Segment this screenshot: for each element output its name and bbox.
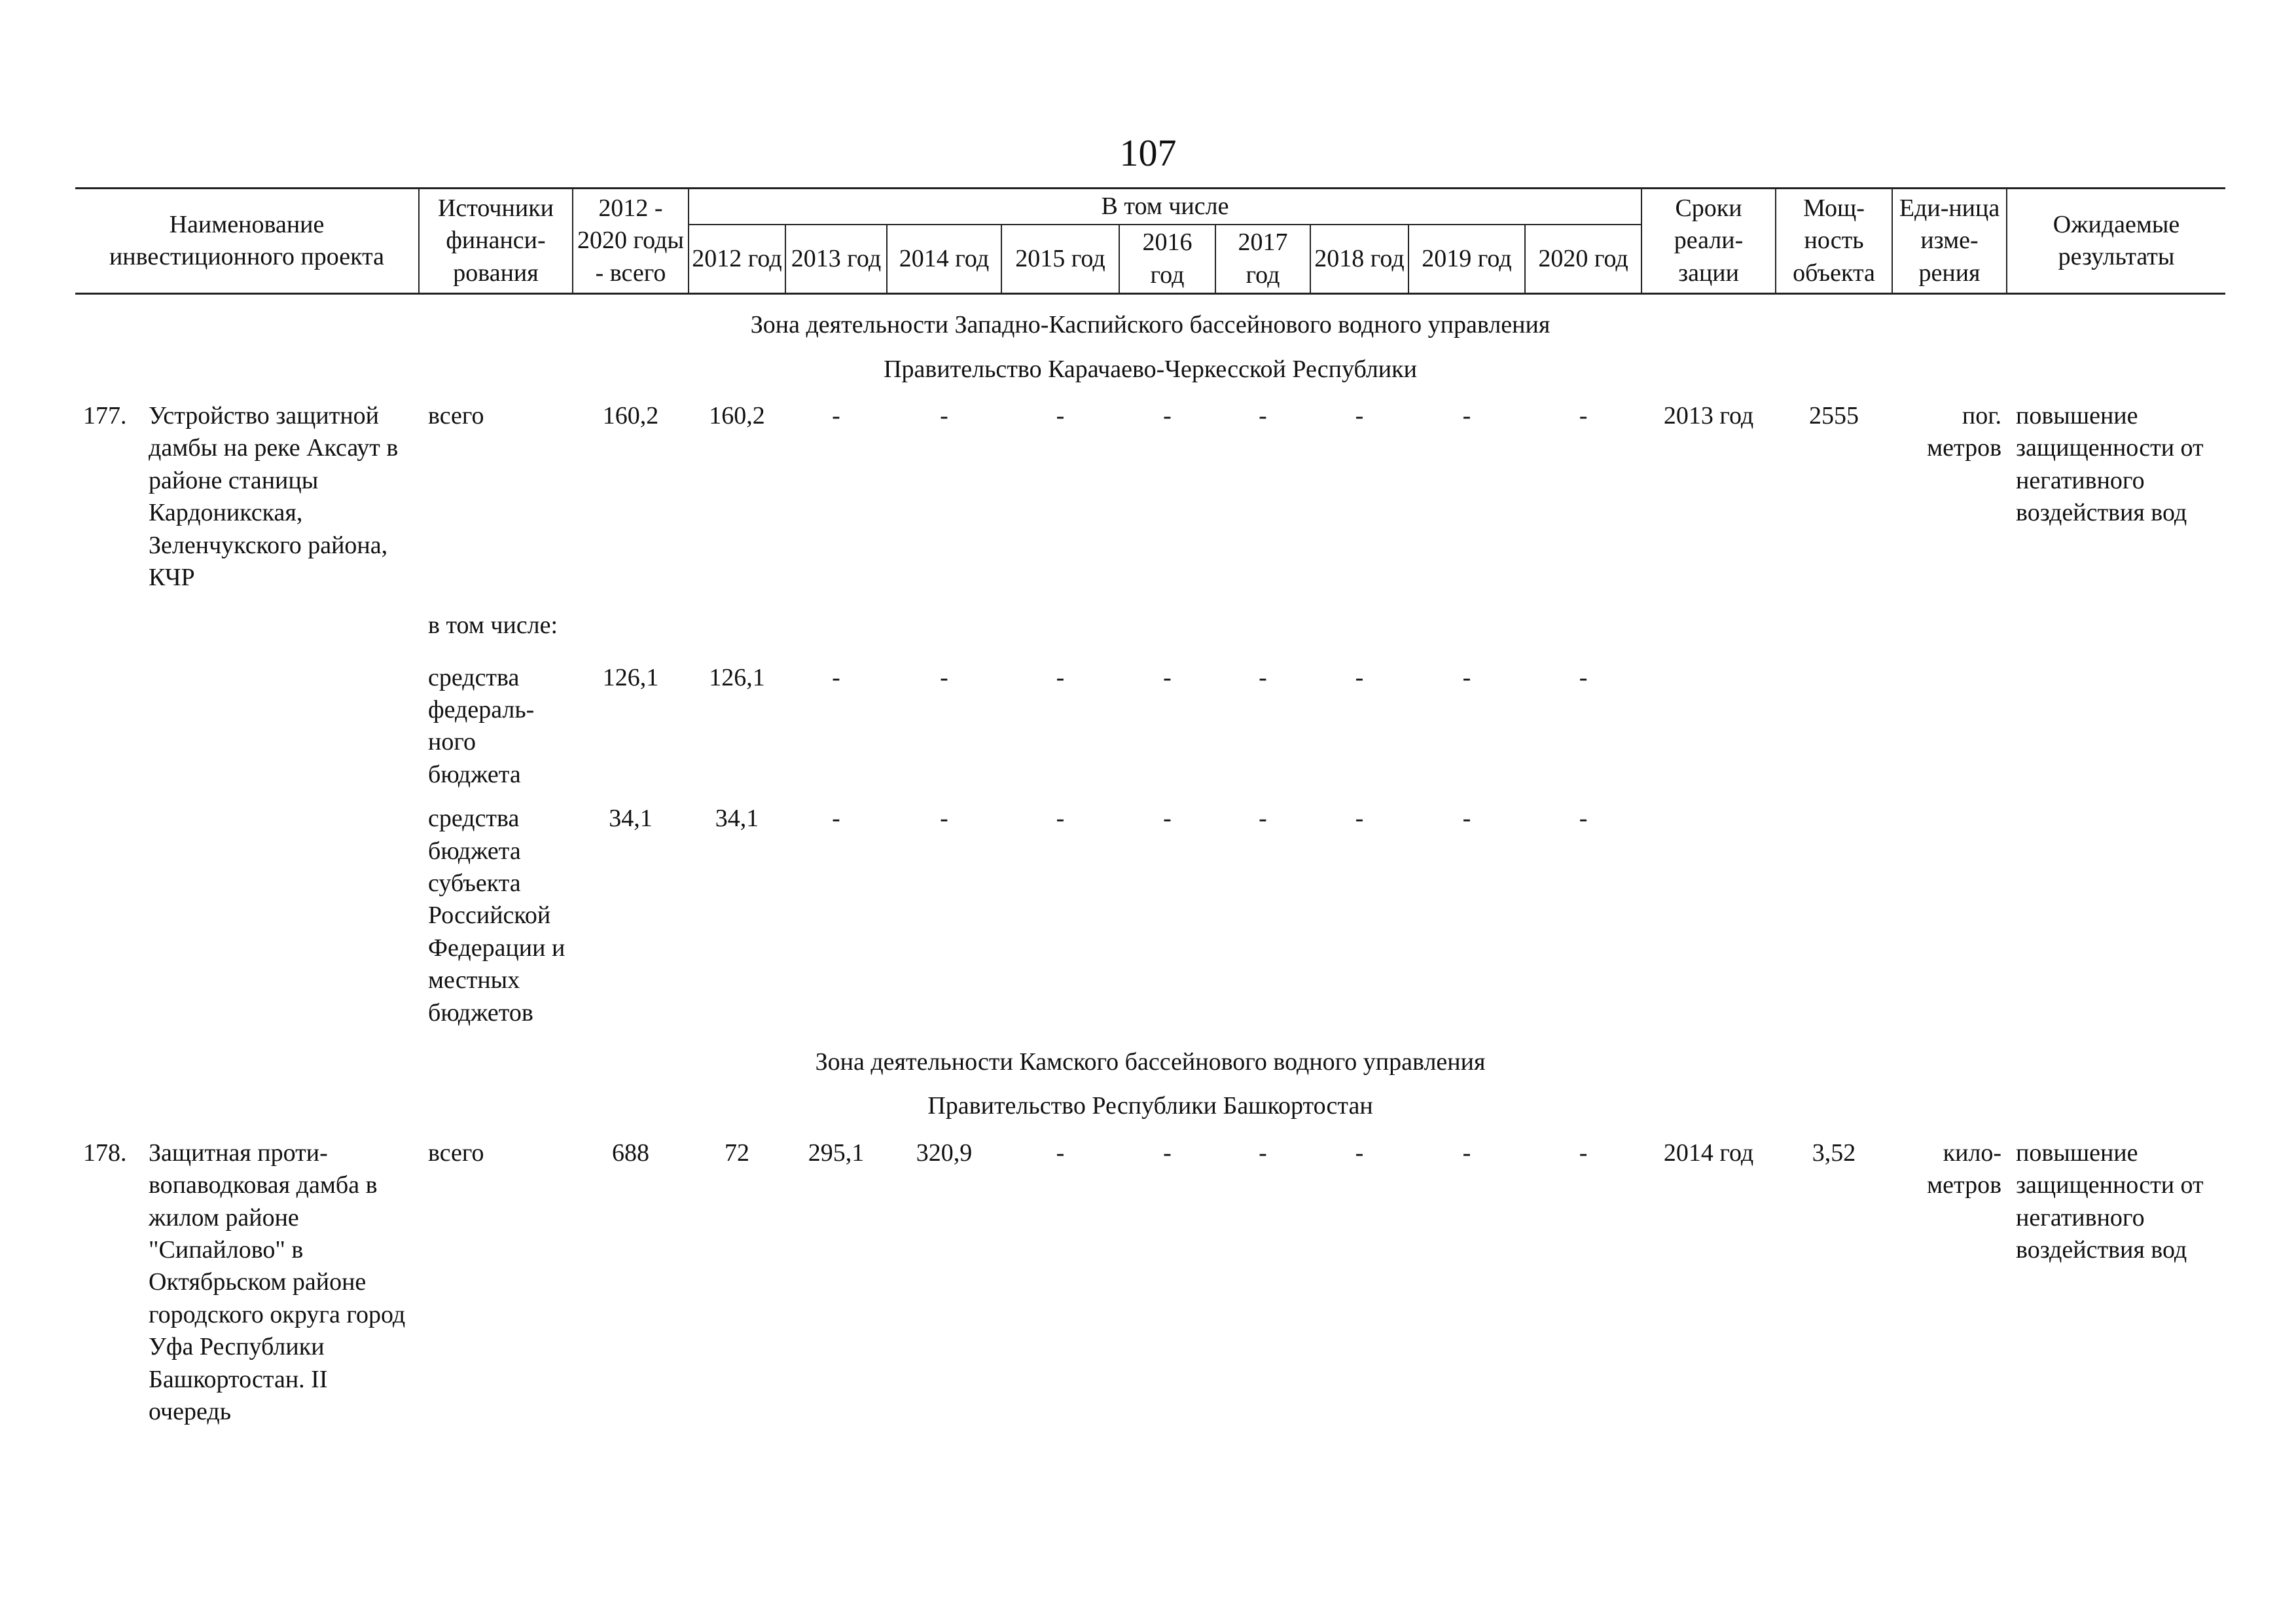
project-name: Защитная проти-вопаводковая дамба в жилом районе "Сипайлово" в Октябрьском районе городского округа город Уфа Республики Башкортостан. II очередь [149,1139,406,1425]
project-name-cell [75,397,419,596]
subzone-row [75,1084,2225,1134]
year-cell: - [1462,805,1471,833]
header-capacity: Мощ-ность объекта [1776,189,1892,294]
year-cell: - [1462,663,1471,691]
year-cell: - [1355,805,1364,833]
year-cell: - [1579,1139,1588,1167]
header-year: 2017 год [1215,225,1310,293]
project-row [75,397,2225,596]
zone-title: Зона деятельности Западно-Каспийского бассейнового водного управления [750,311,1551,339]
year-cell: - [940,663,948,691]
year-cell: - [832,663,840,691]
total-cell: 34,1 [609,805,653,833]
header-year: 2013 год [785,225,887,293]
header-year: 2019 год [1408,225,1525,293]
zone-row [75,1032,2225,1084]
result-cell: повышение защищенности от негативного воздействия вод [2016,1139,2204,1264]
year-cell: - [940,401,948,429]
terms-cell: 2013 год [1663,401,1754,429]
header-terms: Сроки реали-зации [1641,189,1776,294]
year-cell: - [1259,663,1267,691]
header-row-top [75,189,2225,225]
capacity-cell: 2555 [1809,401,1859,429]
year-cell: - [1355,401,1364,429]
year-cell: - [1355,663,1364,691]
subrow-federal [75,653,2225,794]
year-cell: - [832,805,840,833]
year-cell: 320,9 [916,1139,973,1167]
year-cell: 126,1 [709,663,765,691]
year-cell: 34,1 [715,805,759,833]
header-name: Наименование инвестиционного проекта [75,189,419,294]
including-row [75,596,2225,652]
header-sources: Источники финанси-рования [419,189,573,294]
zone-row [75,294,2225,347]
year-cell: - [940,805,948,833]
year-cell: 160,2 [709,401,765,429]
including-label: в том числе: [428,611,558,640]
terms-cell: 2014 год [1663,1139,1754,1167]
page-number: 107 [1119,132,1177,174]
year-cell: - [1163,401,1172,429]
source-cell: средства бюджета субъекта Российской Федерации и местных бюджетов [428,805,565,1027]
project-name-cell [75,1135,419,1431]
year-cell: - [1056,805,1065,833]
project-row [75,1135,2225,1431]
header-year: 2015 год [1001,225,1119,293]
total-cell: 160,2 [602,401,659,429]
year-cell: - [1579,401,1588,429]
year-cell: 72 [725,1139,749,1167]
year-cell: - [1462,401,1471,429]
subzone-row [75,347,2225,397]
header-year: 2012 год [689,225,785,293]
capacity-cell: 3,52 [1812,1139,1856,1167]
header-total: 2012 - 2020 годы - всего [573,189,689,294]
subzone-title: Правительство Республики Башкортостан [927,1092,1373,1120]
total-cell: 126,1 [602,663,659,691]
source-cell: всего [428,401,484,429]
subzone-title: Правительство Карачаево-Черкесской Республики [884,355,1417,383]
header-year: 2014 год [887,225,1001,293]
header-year: 2016 год [1119,225,1215,293]
subrow-regional [75,793,2225,1032]
source-cell: средства федераль-ного бюджета [428,663,535,788]
header-year: 2020 год [1525,225,1641,293]
unit-cell: кило-метров [1927,1139,2002,1199]
year-cell: - [1579,805,1588,833]
year-cell: - [1462,1139,1471,1167]
year-cell: - [1056,663,1065,691]
year-cell: - [1259,805,1267,833]
year-cell: 295,1 [808,1139,865,1167]
project-name: Устройство защитной дамбы на реке Аксаут в районе станицы Кардоникская, Зеленчукского района, КЧР [149,401,399,591]
year-cell: - [832,401,840,429]
header-year: 2018 год [1310,225,1408,293]
unit-cell: пог. метров [1927,401,2002,462]
year-cell: - [1259,1139,1267,1167]
source-cell: всего [428,1139,484,1167]
project-number: 177. [83,401,127,429]
year-cell: - [1579,663,1588,691]
total-cell: 688 [612,1139,649,1167]
year-cell: - [1056,401,1065,429]
header-unit: Еди-ница изме-рения [1892,189,2007,294]
zone-title: Зона деятельности Камского бассейнового водного управления [815,1048,1486,1076]
year-cell: - [1163,805,1172,833]
project-number: 178. [83,1139,127,1167]
result-cell: повышение защищенности от негативного воздействия вод [2016,401,2204,527]
year-cell: - [1259,401,1267,429]
header-including: В том числе [689,189,1641,225]
year-cell: - [1355,1139,1364,1167]
year-cell: - [1056,1139,1065,1167]
header-results: Ожидаемые результаты [2007,189,2225,294]
investment-projects-table [75,187,2225,1431]
year-cell: - [1163,663,1172,691]
year-cell: - [1163,1139,1172,1167]
